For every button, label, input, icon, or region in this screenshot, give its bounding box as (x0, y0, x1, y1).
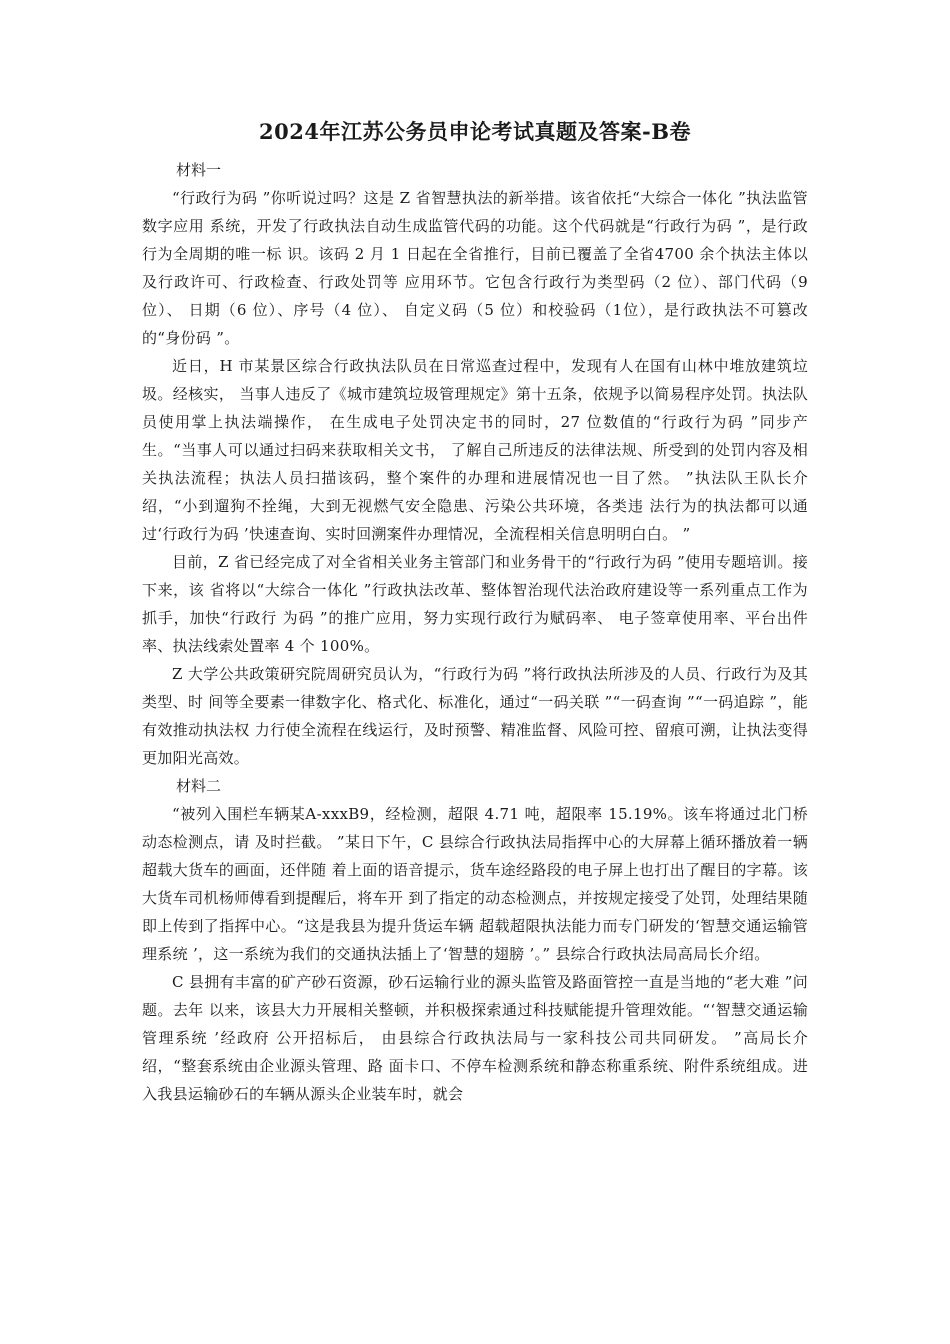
paragraph: “行政行为码 ”你听说过吗？这是 Z 省智慧执法的新举措。该省依托“大综合一体化 ”执法监管数字应用 系统，开发了行政执法自动生成监管代码的功能。这个代码就是“行政行为码 ”，是行政行为全周期的唯一标 识。该码 2 月 1 日起在全省推行，目前已覆盖了全省4700 余个执法主体以及行政许可、行政检查、行政处罚等 应用环节。它包含行政行为类型码（2 位）、部门代码（9 位）、 日期（6 位）、序号（4 位）、 自定义码（5 位）和校验码（1位），是行政执法不可篡改的“身份码 ”。 (142, 189, 808, 347)
paragraph: 近日，H 市某景区综合行政执法队员在日常巡查过程中，发现有人在国有山林中堆放建筑垃圾。经核实， 当事人违反了《城市建筑垃圾管理规定》第十五条，依规予以简易程序处罚。执法队员使用掌上执法端操作， 在生成电子处罚决定书的同时，27 位数值的“行政行为码 ”同步产生。“当事人可以通过扫码来获取相关文书， 了解自己所违反的法律法规、所受到的处罚内容及相关执法流程；执法人员扫描该码，整个案件的办理和进展情况也一目了然。 ”执法队王队长介绍，“小到遛狗不拴绳，大到无视燃气安全隐患、污染公共环境，各类违 法行为的执法都可以通过‘行政行为码 ’快速查询、实时回溯案件办理情况，全流程相关信息明明白白。 ” (142, 357, 808, 543)
document-title: 2024年江苏公务员申论考试真题及答案-B卷 (259, 119, 691, 144)
section-heading: 材料一 (176, 161, 222, 179)
section-material-2 (142, 772, 808, 1108)
section-heading: 材料二 (176, 777, 222, 795)
paragraph: Z 大学公共政策研究院周研究员认为，“行政行为码 ”将行政执法所涉及的人员、行政行为及其类型、时 间等全要素一律数字化、格式化、标准化，通过“一码关联 ”“一码查询 ”“一码追踪 ”，能有效推动执法权 力行使全流程在线运行，及时预警、精准监督、风险可控、留痕可溯，让执法变得更加阳光高效。 (142, 665, 808, 767)
paragraph: C 县拥有丰富的矿产砂石资源，砂石运输行业的源头监管及路面管控一直是当地的“老大难 ”问题。去年 以来，该县大力开展相关整顿，并积极探索通过科技赋能提升管理效能。“‘智慧交通运输管理系统 ’经政府 公开招标后， 由县综合行政执法局与一家科技公司共同研发。 ”高局长介绍，“整套系统由企业源头管理、路 面卡口、不停车检测系统和静态称重系统、附件系统组成。进入我县运输砂石的车辆从源头企业装车时，就会 (142, 973, 808, 1103)
paragraph: “被列入围栏车辆某A-xxxB9，经检测，超限 4.71 吨，超限率 15.19%。该车将通过北门桥动态检测点，请 及时拦截。 ”某日下午，C 县综合行政执法局指挥中心的大屏幕上循环播放着一辆超载大货车的画面，还伴随 着上面的语音提示，货车途经路段的电子屏上也打出了醒目的字幕。该大货车司机杨师傅看到提醒后，将车开 到了指定的动态检测点，并按规定接受了处罚，处理结果随即上传到了指挥中心。“这是我县为提升货运车辆 超载超限执法能力而专门研发的‘智慧交通运输管理系统 ’，这一系统为我们的交通执法插上了‘智慧的翅膀 ’。” 县综合行政执法局高局长介绍。 (142, 805, 808, 963)
section-material-1 (142, 156, 808, 772)
document-body (142, 156, 808, 1108)
paragraph: 目前，Z 省已经完成了对全省相关业务主管部门和业务骨干的“行政行为码 ”使用专题培训。接下来，该 省将以“大综合一体化 ”行政执法改革、整体智治现代法治政府建设等一系列重点工作为抓手，加快“行政行 为码 ”的推广应用，努力实现行政行为赋码率、 电子签章使用率、平台出件率、执法线索处置率 4 个 100%。 (142, 553, 808, 655)
